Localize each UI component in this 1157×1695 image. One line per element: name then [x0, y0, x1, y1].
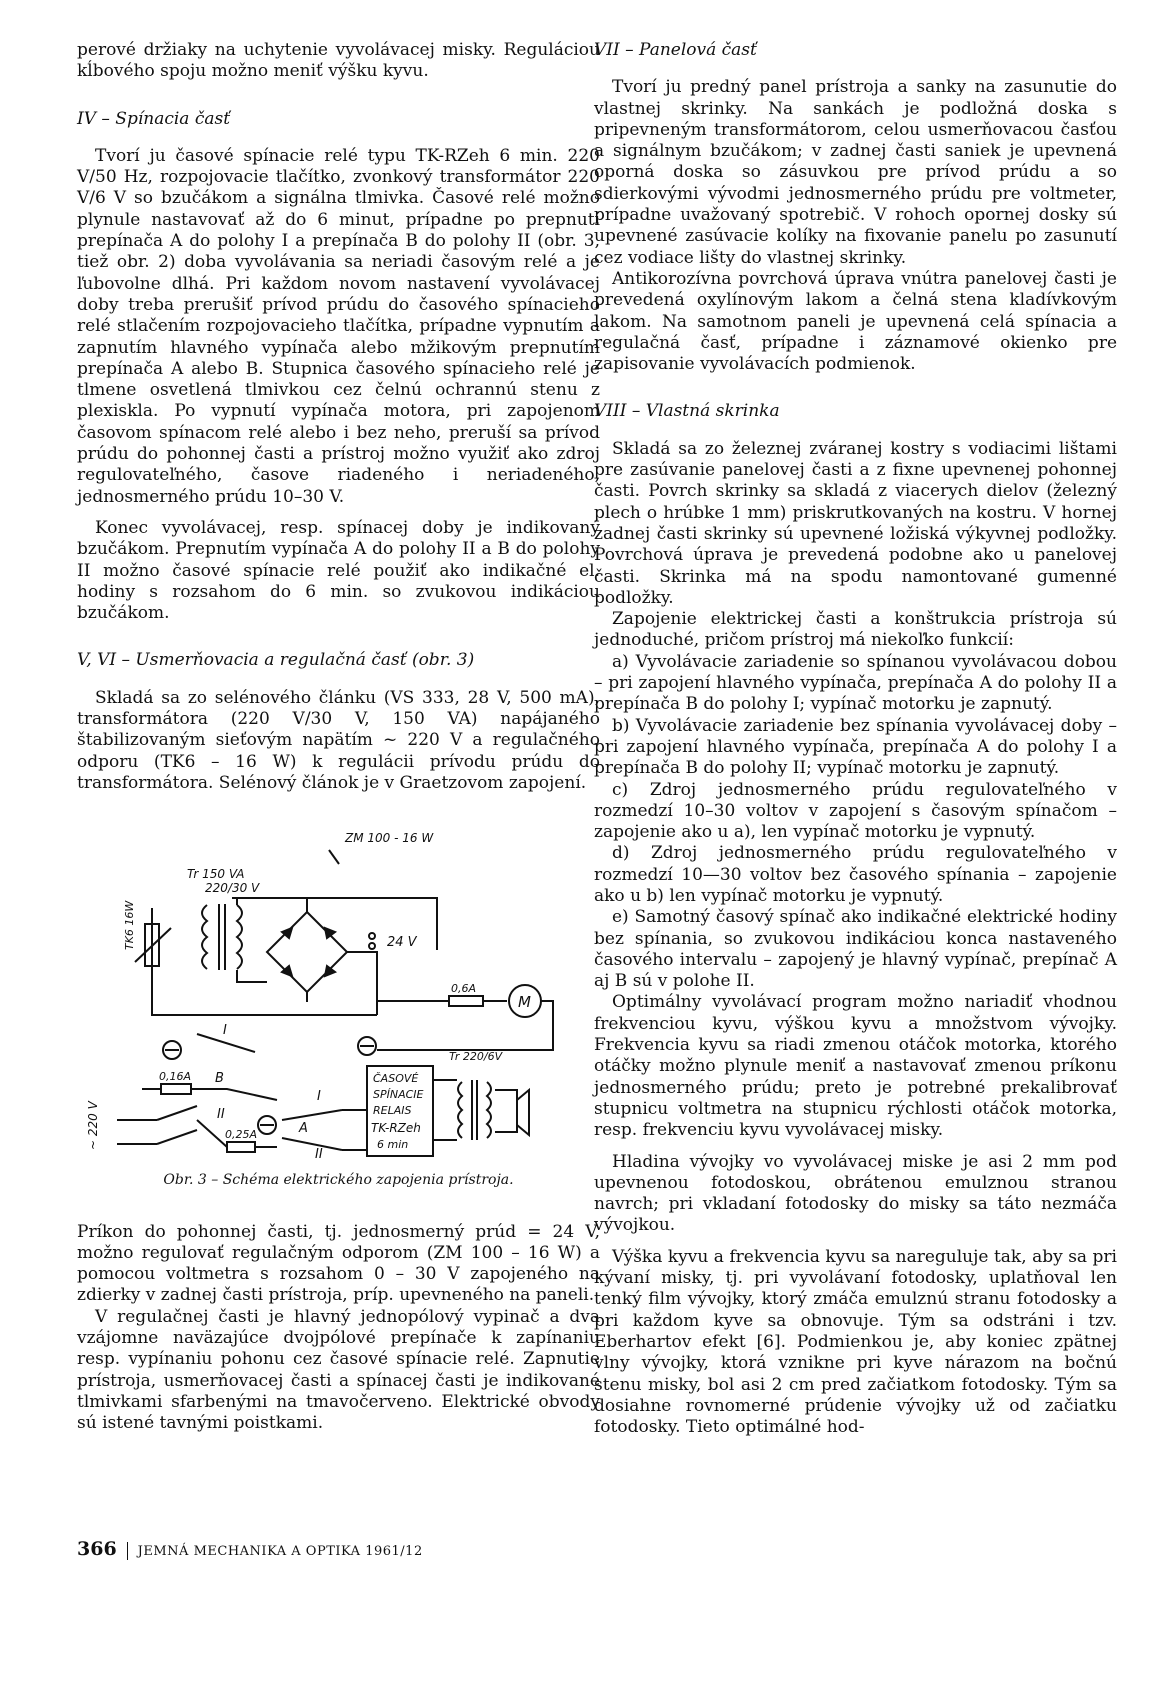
paragraph: Tvorí ju časové spínacie relé typu TK-RZeh 6 min. 220 V/50 Hz, rozpojovacie tlačítko, zvonkový transformátor 220 V/6 V so bzučákom a signálna tlmivka. Časové relé možno plynule nastavovať až do 6 minut, prípadne po prepnutí prepínača A do polohy I a prepínača B do polohy II (obr. 3, tiež obr. 2) doba vyvolávania sa neriadi časovým relé a je ľubovolne dlhá. Pri každom novom nastavení vyvolávacej doby treba prerušiť prívod prúdu do časového spínacieho relé stlačením rozpojovacieho tlačítka, prípadne vypnutím a zapnutím hlavného vypínača alebo mžikovým prepnutím prepínača A alebo B. Stupnica časového spínacieho relé je tlmene osvetlená tlmivkou cez čelnú ochrannú stenu z plexiskla. Po vypnutí vypínača motora, pri zapojenom časovom spínacom relé alebo i bez neho, preruší sa prívod prúdu do pohonnej časti a prístroj možno využiť ako zdroj regulovateľného, časove riadeného i neriadeného, jednosmerného prúdu 10–30 V.: [77, 145, 600, 507]
paragraph: V regulačnej časti je hlavný jednopólový vypinač a dva vzájomne naväzajúce dvojpólové prepínače k zapínaniu resp. vypínaniu pohonu cez časové spínacie relé. Zapnutie prístroja, usmerňovacej časti a spínacej časti je indikované tlmivkami sfarbenými na tmavočerveno. Elektrické obvody sú istené tavnými poistkami.: [77, 1306, 600, 1434]
terminal: [369, 943, 375, 949]
label-switch-ii-2: II: [315, 1147, 323, 1161]
list-item: a) Vyvolávacie zariadenie so spínanou vyvolávacou dobou – pri zapojení hlavného vypínača, prepínača A do polohy II a prepínača B do polohy I; vypínač motorku je zapnutý.: [594, 651, 1117, 715]
label-motor: M: [518, 993, 531, 1012]
paragraph: Výška kyvu a frekvencia kyvu sa nareguluje tak, aby sa pri kývaní misky, tj. pri vyvolávaní fotodosky, uplatňoval len tenký film vývojky, ktorý zmáča emulznú stranu fotodosky a pri každom kyve sa obnovuje. Tým sa odstráni i tzv. Eberhartov efekt [6]. Podmienkou je, aby koniec zpätnej vlny vývojky, ktorá vznikne pri kyve nárazom na bočnú stenu misky, bol asi 2 cm pred začiatkom fotodosky. Tým sa dosiahne rovnomerné prúdenie vývojky už od začiatku fotodosky. Tieto optimálné hod-: [594, 1246, 1117, 1438]
transformer-secondary: [237, 905, 242, 969]
label-mains: ~ 220 V: [86, 1101, 100, 1151]
label-24v: 24 V: [387, 935, 417, 951]
label-switch-i: I: [223, 1023, 227, 1039]
fuse: [227, 1142, 255, 1152]
fuse: [161, 1084, 191, 1094]
circuit-diagram-svg: [77, 820, 600, 1160]
label-tr1: Tr 150 VA: [187, 867, 245, 882]
paragraph: Tvorí ju predný panel prístroja a sanky na zasunutie do vlastnej skrinky. Na sankách je podložná doska s pripevneným transformátorom, celou usmerňovacou časťou a signálnym bzučákom; v zadnej časti saniek je upevnená oporná doska so zásuvkou pre prívod prúdu a so sdierkovými vývodmi jednosmerného prúdu pre voltmeter, prípadne uvažovaný spotrebič. V rohoch opornej dosky sú upevnené zasúvacie kolíky na fixovanie panelu po zasunutí cez vodiace lišty do vlastnej skrinky.: [594, 77, 1117, 268]
label-res: TK6 16W: [123, 900, 136, 951]
right-column: [594, 40, 1117, 1438]
transformer-secondary: [487, 1082, 491, 1138]
paragraph: Príkon do pohonnej časti, tj. jednosmerný prúd = 24 V, možno regulovať regulačným odporom (ZM 100 – 16 W) a pomocou voltmetra s rozsahom 0 – 30 V zapojeného na zdierky v zadnej časti prístroja, príp. upevneného na paneli.: [77, 1221, 600, 1306]
paragraph: Zapojenie elektrickej časti a konštrukcia prístroja sú jednoduché, pričom prístroj má niekoľko funkcií:: [594, 609, 1117, 651]
label-switch-ii: II: [217, 1107, 225, 1123]
section-heading: IV – Spínacia časť: [77, 108, 231, 129]
relay-label: ČASOVÉ: [373, 1072, 419, 1086]
label-fuse-025: 0,25A: [225, 1128, 258, 1142]
resistor-arrow: [329, 850, 339, 864]
transformer-primary: [202, 905, 207, 969]
switch-lever: [191, 1089, 277, 1100]
switch-lever: [282, 1110, 342, 1150]
label-tr1-ratio: 220/30 V: [205, 881, 260, 896]
label-tr2: Tr 220/6V: [449, 1050, 503, 1064]
list-item: e) Samotný časový spínač ako indikačné elektrické hodiny bez spínania, so zvukovou indikáciou konca nastaveného časového intervalu – zapojený je hlavný vypínač, prepínač A aj B sú v polohe II.: [594, 907, 1117, 992]
label-switch-a: A: [299, 1121, 308, 1137]
section-heading: V, VI – Usmerňovacia a regulačná časť (obr. 3): [77, 650, 475, 671]
paragraph: Hladina vývojky vo vyvolávacej miske je asi 2 mm pod upevnenou fotodoskou, obrátenou emulznou stranou navrch; pri vkladaní fotodosky do misky sa táto nezmáča vývojkou.: [594, 1151, 1117, 1236]
page-number: 366: [77, 1538, 117, 1560]
journal-title: JEMNÁ MECHANIKA A OPTIKA 1961/12: [137, 1544, 423, 1559]
relay-label: 6 min: [377, 1138, 409, 1152]
figure-caption: Obr. 3 – Schéma elektrického zapojenia prístroja.: [163, 1172, 514, 1189]
relay-label: SPÍNACIE: [373, 1088, 424, 1102]
paragraph: Skladá sa zo železnej zváranej kostry s vodiacimi lištami pre zasúvanie panelovej časti a z fixne upevnenej pohonnej časti. Povrch skrinky sa skladá z viacerych dielov (železný plech o hrúbke 1 mm) priskrutkovaných na kostru. V hornej zadnej časti skrinky sú upevnené ložiská výkyvnej podložky. Povrchová úprava je prevedená podobne ako u panelovej časti. Skrinka má na spodu namontované gumenné podložky.: [594, 438, 1117, 608]
label-switch-b: B: [215, 1071, 224, 1087]
label-fuse-016: 0,16A: [159, 1070, 192, 1084]
paragraph: Skladá sa zo selénového článku (VS 333, 28 V, 500 mA), transformátora (220 V/30 V, 150 VA) napájaného štabilizovaným sieťovým napätím ~ 220 V a regulačného odporu (TK6 – 16 W) k regulácii prívodu prúdu do transformátora. Selénový článok je v Graetzovom zapojení.: [77, 687, 600, 793]
label-zm: ZM 100 - 16 W: [345, 831, 434, 846]
label-switch-i-2: I: [317, 1089, 321, 1105]
diode-icon: [325, 966, 335, 976]
list-item: d) Zdroj jednosmerného prúdu regulovateľného v rozmedzí 10—30 voltov bez časového spínania – zapojenie ako u b) len vypínač motorku je vypnutý.: [594, 843, 1117, 906]
relay-label: TK-RZeh: [371, 1121, 421, 1136]
divider: [127, 1542, 128, 1560]
list-item: b) Vyvolávacie zariadenie bez spínania vyvolávacej doby – pri zapojení hlavného vypínača, prepínača A do polohy I a prepínača B do polohy II; vypínač motorku je zapnutý.: [594, 715, 1117, 779]
transformer-primary: [458, 1082, 462, 1138]
section-heading: VII – Panelová časť: [594, 40, 757, 60]
label-fuse-06: 0,6A: [451, 982, 477, 996]
section-heading: VIII – Vlastná skrinka: [594, 401, 780, 422]
paragraph: Optimálny vyvolávací program možno nariadiť vhodnou frekvenciou kyvu, výškou kyvu a množstvom vývojky. Frekvencia kyvu sa riadi zmenou otáčok motorka, ktorého otáčky možno plynule meniť a nastavovať zmenou príkonu jednosmerného prúdu; preto je potrebné prekalibrovať stupnicu voltmetra na stupnicu rýchlosti otáčok motorka, resp. frekvenciu kyvu vyvolávacej misky.: [594, 992, 1117, 1141]
buzzer-icon: [517, 1090, 529, 1135]
fuse: [449, 996, 483, 1006]
left-column: [77, 40, 600, 1434]
bridge-rectifier: [267, 912, 347, 992]
terminal: [369, 933, 375, 939]
relay-label: RELAIS: [373, 1104, 412, 1118]
main-switch: [117, 1106, 197, 1144]
paragraph: Antikorozívna povrchová úprava vnútra panelovej časti je prevedená oxylínovým lakom a čelná stena kladívkovým lakom. Na samotnom paneli je upevnená celá spínacia a regulačná časť, prípadne i záznamové okienko pre zapisovanie vyvolávacích podmienok.: [594, 268, 1117, 375]
circuit-diagram: [77, 820, 600, 1160]
paragraph: perové držiaky na uchytenie vyvolávacej misky. Reguláciou kĺbového spoju možno meniť výšku kyvu.: [77, 40, 600, 82]
paragraph: Konec vyvolávacej, resp. spínacej doby je indikovaný bzučákom. Prepnutím vypínača A do polohy II a B do polohy II možno časové spínacie relé použiť ako indikačné el. hodiny s rozsahom do 6 min. so zvukovou indikáciou bzučákom.: [77, 517, 600, 624]
diode-icon: [325, 928, 335, 938]
list-item: c) Zdroj jednosmerného prúdu regulovateľného v rozmedzí 10–30 voltov v zapojení s časovým spínačom – zapojenie ako u a), len vypínač motorku je vypnutý.: [594, 779, 1117, 843]
wire: [152, 908, 377, 1015]
page-footer: [77, 1538, 423, 1560]
